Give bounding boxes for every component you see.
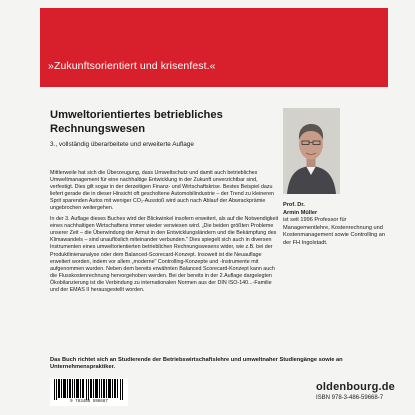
- author-info: [283, 202, 388, 248]
- edition-subtitle: 3., vollständig überarbeitete und erweiterte Auflage: [50, 141, 194, 148]
- author-portrait-icon: [283, 108, 340, 194]
- tagline: »Zukunftsorientiert und krisenfest.«: [48, 60, 216, 72]
- blurb-text: [50, 170, 280, 298]
- author-name-line-1: Prof. Dr.: [283, 202, 305, 208]
- book-title: [50, 108, 270, 136]
- target-audience: Das Buch richtet sich an Studierende der Betriebswirtschaftslehre und umweltnaher Studiengänge sowie an Unternehmenspraktiker.: [50, 357, 343, 371]
- author-bio: ist seit 1996 Professor für Managementlehre, Kostenrechnung und Kostenmanagement sowie Controlling an der FH Ingolstadt.: [283, 217, 385, 246]
- book-title-line-1: Umweltorientiertes betriebliches: [50, 109, 223, 121]
- blurb-paragraph-2: In der 3. Auflage dieses Buches wird der Blickwinkel insofern erweitert, als auf die Notwendigkeit eines nachhaltigen Wirtschaftens immer wieder verwiesen wird. „Die beiden größten Probleme unserer Zeit – die Überwindung der Armut in den Entwicklungsländern und die Bekämpfung des Klimawandels – sind unauflöslich miteinander verbunden." Dies spiegelt sich auch in diversen Instrumenten eines umweltorientierten betrieblichen Rechnungswesens wider, wie z.B. bei der Produktlinienanalyse oder dem Balanced-Scorecard-Konzept. Insoweit ist die Neuauflage erweitert worden, indem vor allem „moderne" Controlling-Konzepte und -Instrumente mit aufgenommen wurden. Neben dem bereits erwähnten Balanced Scorecard-Konzept kann auch die Flusskostenrechnung hervorgehoben werden. Bei der bereits in der 2.Auflage dargelegten Ökobilanzierung ist die Verbindung zu internationalen Normen aus der DIN ISO-140...-Familie und der EMAS II herausgestellt worden.: [50, 216, 279, 293]
- blurb-paragraph-1: Mittlerweile hat sich die Überzeugung, dass Umweltschutz und damit auch betriebliches Umweltmanagement für eine nachhaltige Entwicklung in der Zukunft unverzichtbar sind, verfestigt. Dies gilt sogar in der derzeitigen Finanz- und Wirtschaftskrise. Bestes Beispiel dazu liefert gerade die in dieser Hinsicht oft gescholtene Automobilindustrie – der Trend zu kleineren Sprit sparenden Autos mit weniger CO₂-Ausstoß wird auch nach Ablauf der Abwrackprämie ungebrochen weitergehen.: [50, 170, 274, 212]
- book-title-line-2: Rechnungswesen: [50, 123, 146, 135]
- author-photo: [283, 108, 340, 194]
- barcode: [50, 378, 128, 406]
- publisher-name: oldenbourg.de: [316, 381, 395, 393]
- barcode-icon: [52, 379, 126, 400]
- red-header-band: [40, 8, 388, 87]
- author-name-line-2: Armin Müller: [283, 209, 318, 216]
- barcode-digits: 9 783486 596687: [70, 400, 108, 404]
- isbn-number: ISBN 978-3-486-59668-7: [316, 395, 384, 401]
